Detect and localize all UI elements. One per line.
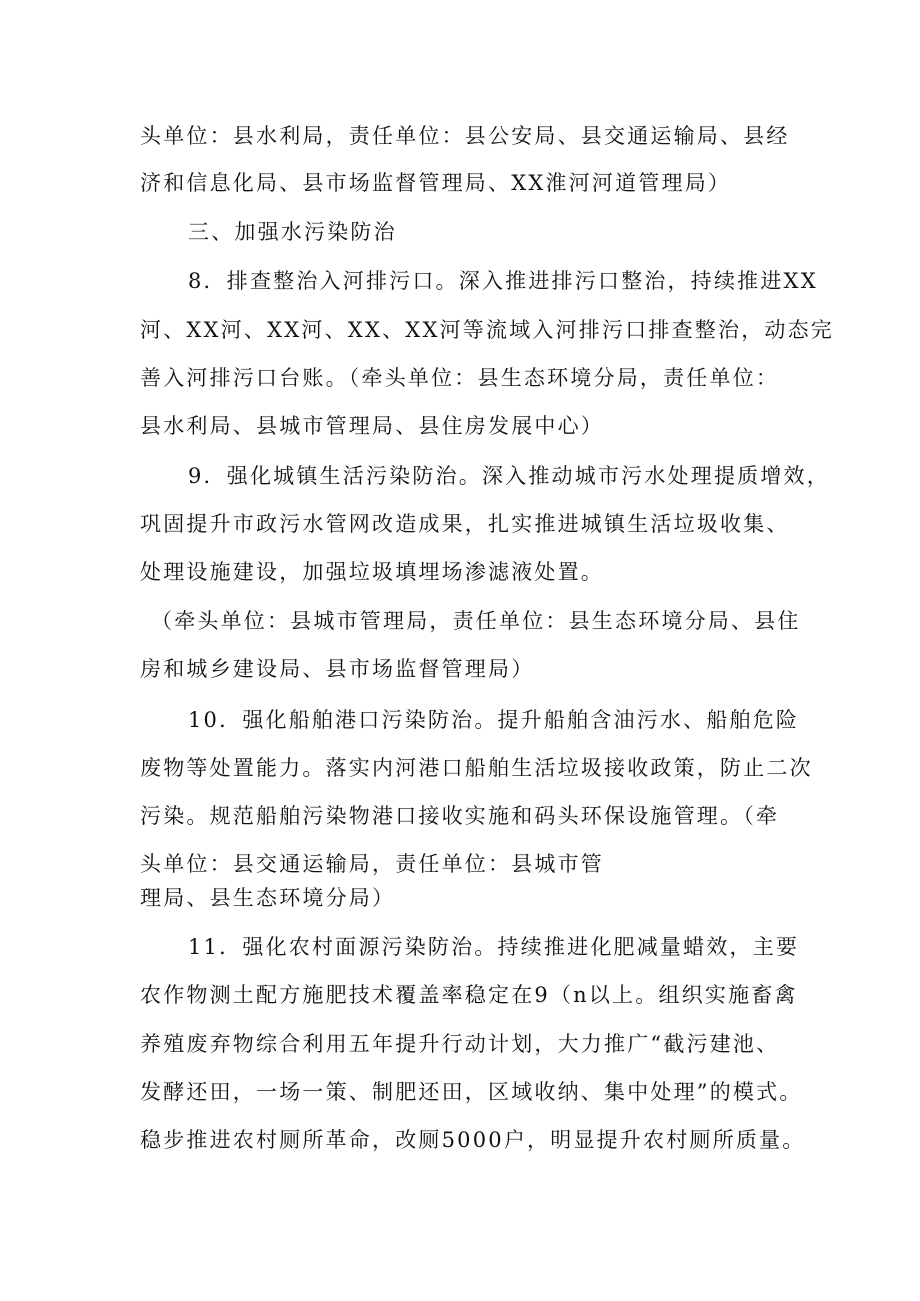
item-8-line-3: 善入河排污口台账。（牵头单位：县生态环境分局，责任单位： xyxy=(140,366,780,390)
item-10-line-4: 头单位：县交通运输局，责任单位：县城市管 xyxy=(140,852,604,876)
item-9-line-4: （牵头单位：县城市管理局，责任单位：县生态环境分局、县住 xyxy=(151,609,801,633)
item-11-line-1: 11．强化农村面源污染防治。持续推进化肥减量蜡效，主要 xyxy=(188,935,800,959)
item-10-line-3: 污染。规范船舶污染物港口接收实施和码头环保设施管理。（牵 xyxy=(140,804,780,828)
item-11-line-5: 稳步推进农村厕所革命，改厕5000户，明显提升农村厕所质量。 xyxy=(140,1128,806,1152)
item-9-line-5: 房和城乡建设局、县市场监督管理局） xyxy=(140,657,535,681)
item-10-line-1: 10．强化船舶港口污染防治。提升船舶含油污水、船舶危险 xyxy=(188,708,800,732)
item-11-line-3: 养殖废弃物综合利用五年提升行动计划，大力推广“截污建池、 xyxy=(140,1032,780,1056)
item-8-line-1: 8．排查整治入河排污口。深入推进排污口整治，持续推进XX xyxy=(188,269,818,293)
item-10-line-2: 废物等处置能力。落实内河港口船舶生活垃圾接收政策，防止二次 xyxy=(140,756,813,780)
item-8-line-4: 县水利局、县城市管理局、县住房发展中心） xyxy=(140,414,604,438)
item-9-line-1: 9．强化城镇生活污染防治。深入推动城市污水处理提质增效， xyxy=(188,464,830,488)
item-9-line-3: 处理设施建设，加强垃圾填埋场渗滤液处置。 xyxy=(140,560,604,584)
text-line-1: 头单位：县水利局，责任单位：县公安局、县交通运输局、县经 xyxy=(140,124,790,148)
item-10-line-5: 理局、县生态环境分局） xyxy=(140,886,396,910)
section-heading: 三、加强水污染防治 xyxy=(188,220,397,244)
item-11-line-2: 农作物测土配方施肥技术覆盖率稳定在9（n以上。组织实施畜禽 xyxy=(140,983,798,1007)
item-11-line-4: 发酵还田，一场一策、制肥还田，区域收纳、集中处理”的模式。 xyxy=(140,1080,803,1104)
item-8-line-2: 河、XX河、XX河、XX、XX河等流域入河排污口排查整治，动态完 xyxy=(140,318,834,342)
text-line-2: 济和信息化局、县市场监督管理局、XX淮河河道管理局） xyxy=(140,171,732,195)
item-9-line-2: 巩固提升市政污水管网改造成果，扎实推进城镇生活垃圾收集、 xyxy=(140,512,790,536)
